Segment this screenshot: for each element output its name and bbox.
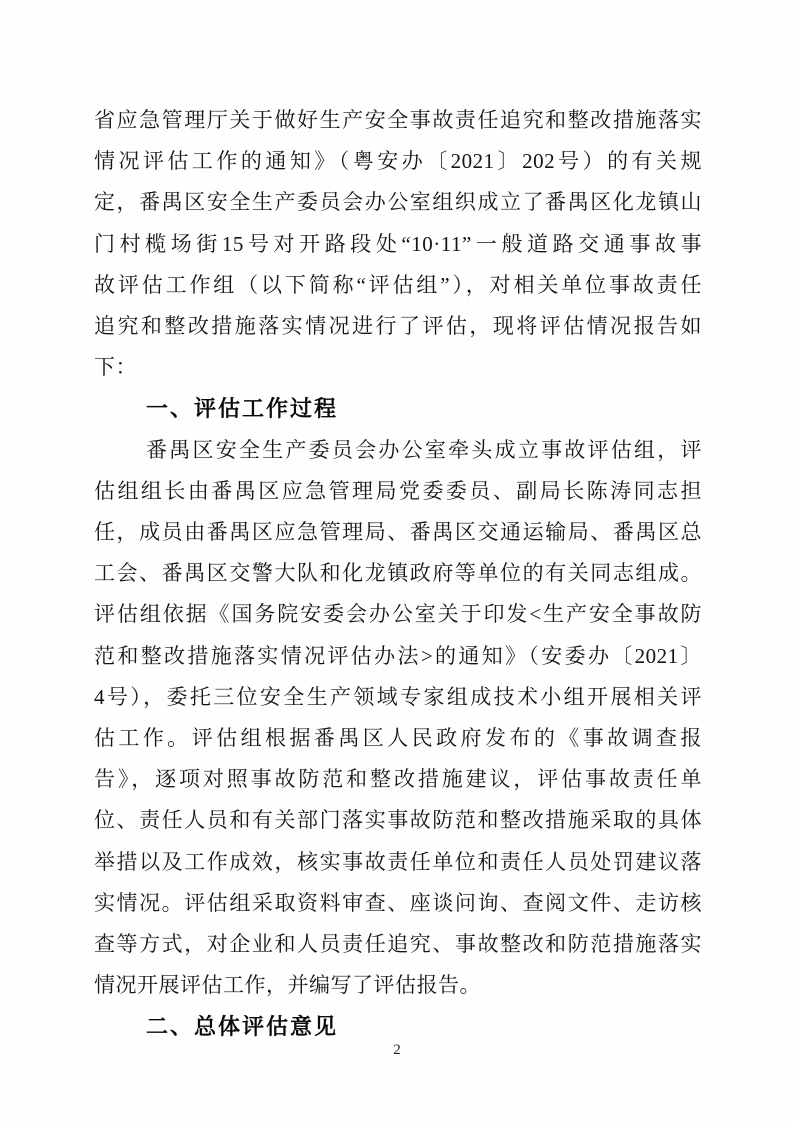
paragraph-line: 故评估工作组（以下简称“评估组”），对相关单位事故责任: [94, 272, 702, 297]
paragraph-line: 省应急管理厅关于做好生产安全事故责任追究和整改措施落实: [94, 108, 702, 132]
paragraph-line: 下：: [94, 355, 137, 380]
paragraph-line: 告》，逐项对照事故防范和整改措施建议，评估事故责任单: [94, 767, 702, 792]
paragraph-line: 番禺区安全生产委员会办公室牵头成立事故评估组，评: [146, 437, 702, 462]
page-number: 2: [393, 1042, 401, 1058]
paragraph-line: 追究和整改措施落实情况进行了评估，现将评估情况报告如: [94, 314, 702, 339]
paragraph-line: 任，成员由番禺区应急管理局、番禺区交通运输局、番禺区总: [94, 520, 702, 545]
paragraph-line: 门村榄场街15号对开路段处“10·11”一般道路交通事故事: [94, 231, 702, 256]
paragraph-line: 实情况。评估组采取资料审查、座谈问询、查阅文件、走访核: [94, 890, 702, 915]
paragraph-line: 举措以及工作成效，核实事故责任单位和责任人员处罚建议落: [94, 849, 702, 874]
document-body: [94, 100, 702, 1048]
paragraph-line: 4号），委托三位安全生产领域专家组成技术小组开展相关评: [94, 684, 702, 709]
paragraph-line: 情况开展评估工作，并编写了评估报告。: [94, 973, 481, 998]
paragraph-line: 评估组依据《国务院安委会办公室关于印发<生产安全事故防: [94, 602, 702, 627]
paragraph-line: 估工作。评估组根据番禺区人民政府发布的《事故调查报: [94, 726, 702, 751]
paragraph-line: 范和整改措施落实情况评估办法>的通知》（安委办〔2021〕: [94, 643, 702, 668]
paragraph-line: 位、责任人员和有关部门落实事故防范和整改措施采取的具体: [94, 808, 702, 833]
paragraph-line: 估组组长由番禺区应急管理局党委委员、副局长陈涛同志担: [94, 478, 702, 503]
paragraph-line: 情况评估工作的通知》（粤安办〔2021〕202号）的有关规: [94, 149, 702, 174]
paragraph-line: 工会、番禺区交警大队和化龙镇政府等单位的有关同志组成。: [94, 561, 702, 586]
paragraph-line: 查等方式，对企业和人员责任追究、事故整改和防范措施落实: [94, 932, 702, 957]
section-heading: 一、评估工作过程: [146, 396, 339, 422]
section-heading: 二、总体评估意见: [146, 1014, 339, 1040]
paragraph-line: 定，番禺区安全生产委员会办公室组织成立了番禺区化龙镇山: [94, 190, 702, 215]
